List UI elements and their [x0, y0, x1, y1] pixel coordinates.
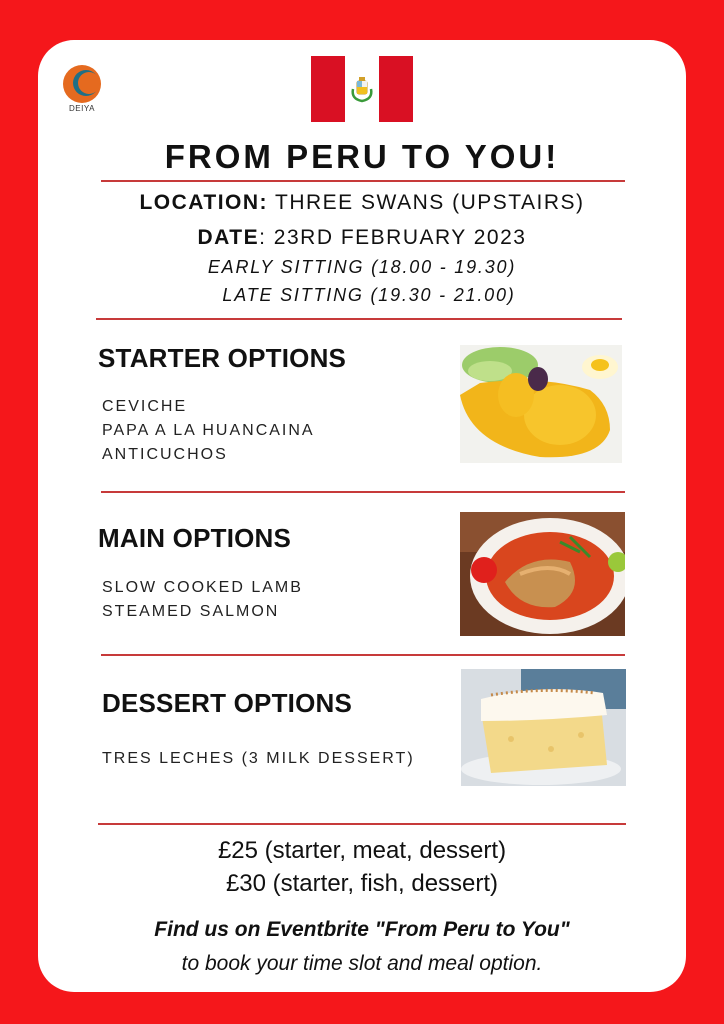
- location-label: LOCATION:: [139, 191, 269, 214]
- location-value: THREE SWANS (UPSTAIRS): [275, 191, 585, 214]
- list-item: STEAMED SALMON: [102, 603, 280, 620]
- eventbrite-callout: Find us on Eventbrite "From Peru to You": [154, 918, 570, 941]
- starter-title: STARTER OPTIONS: [98, 343, 347, 373]
- price-option-meat: £25 (starter, meat, dessert): [217, 837, 507, 864]
- dessert-title: DESSERT OPTIONS: [102, 688, 353, 718]
- main-list: [102, 576, 303, 624]
- list-item: ANTICUCHOS: [102, 446, 228, 463]
- list-item: TRES LECHES (3 MILK DESSERT): [102, 750, 415, 767]
- dessert-photo: [461, 669, 626, 786]
- date-label: DATE: [197, 226, 260, 249]
- starter-list: [102, 395, 315, 467]
- divider: [101, 180, 625, 182]
- divider: [101, 491, 625, 493]
- page-title: FROM PERU TO YOU!: [164, 138, 560, 175]
- early-sitting: EARLY SITTING (18.00 - 19.30): [207, 257, 517, 277]
- list-item: CEVICHE: [102, 398, 188, 415]
- deiya-logo-icon: [62, 64, 102, 104]
- divider: [96, 318, 622, 320]
- peru-flag-icon: [311, 56, 413, 122]
- main-photo: [460, 512, 625, 636]
- date-line: [38, 226, 686, 250]
- price-option-fish: £30 (starter, fish, dessert): [225, 870, 499, 897]
- dessert-list: [102, 747, 415, 771]
- date-value: : 23RD FEBRUARY 2023: [259, 226, 527, 249]
- late-sitting: LATE SITTING (19.30 - 21.00): [222, 285, 516, 305]
- divider: [98, 823, 626, 825]
- main-title: MAIN OPTIONS: [98, 523, 292, 553]
- list-item: PAPA A LA HUANCAINA: [102, 422, 315, 439]
- logo-text: DEIYA: [69, 104, 95, 113]
- list-item: SLOW COOKED LAMB: [102, 579, 303, 596]
- divider: [101, 654, 625, 656]
- starter-photo: [460, 345, 622, 463]
- booking-instruction: to book your time slot and meal option.: [181, 952, 543, 975]
- location-line: [38, 191, 686, 215]
- coat-of-arms-icon: [350, 75, 374, 103]
